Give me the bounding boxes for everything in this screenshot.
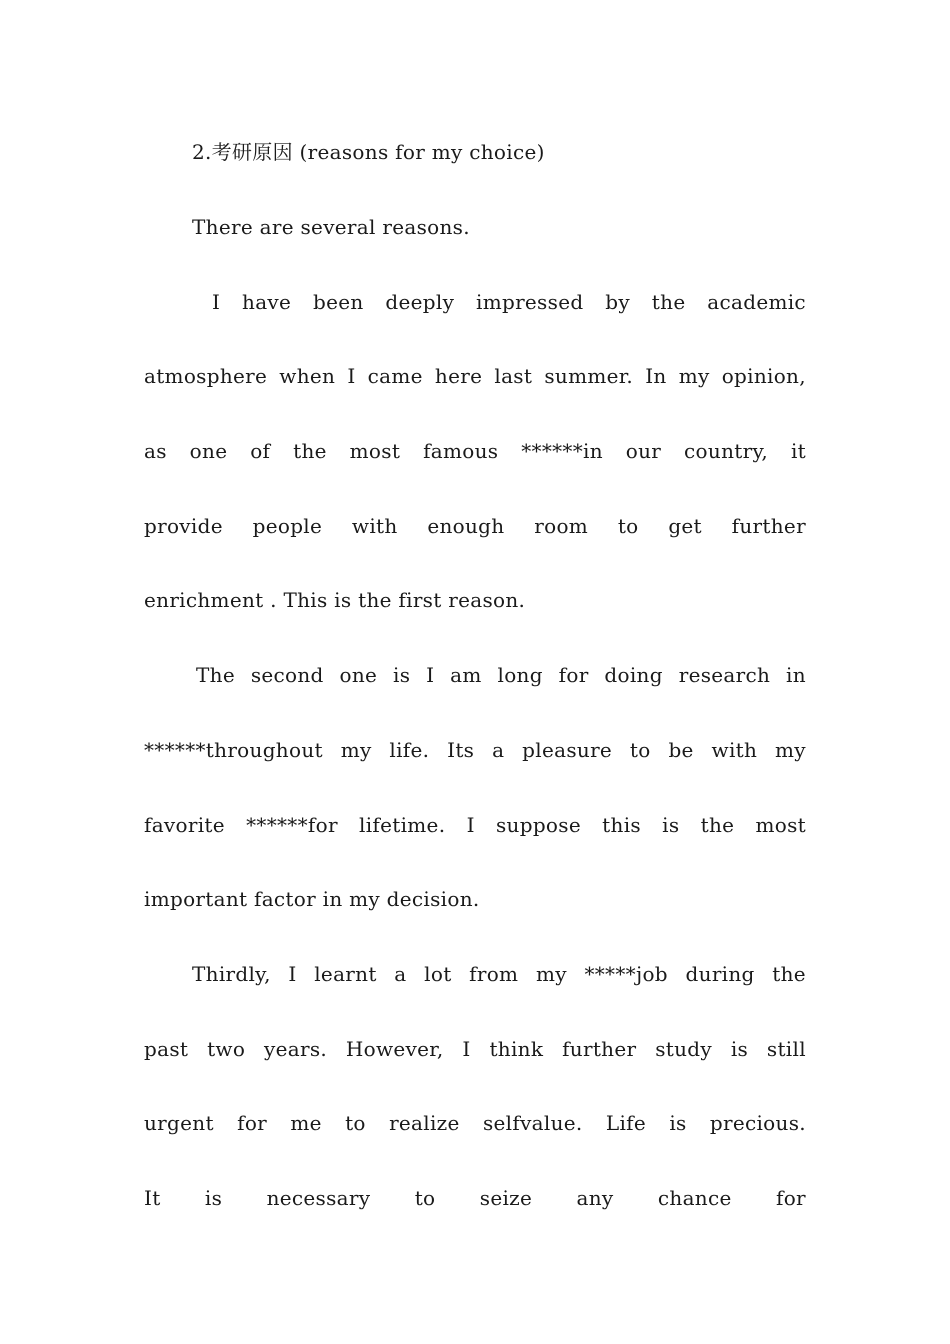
word: chance xyxy=(657,1186,732,1210)
word: pleasure xyxy=(522,738,613,762)
word: I xyxy=(462,1037,471,1061)
word: Thirdly, xyxy=(192,962,271,986)
word: this xyxy=(602,813,641,837)
word: precious. xyxy=(709,1111,806,1135)
word: research xyxy=(678,663,771,687)
word: of xyxy=(250,439,271,463)
word: the xyxy=(293,439,327,463)
word: I xyxy=(426,663,435,687)
word: country, xyxy=(684,439,769,463)
paragraph-line xyxy=(144,1109,806,1137)
word: enough xyxy=(427,514,505,538)
paragraph-line xyxy=(144,512,806,540)
word: still xyxy=(766,1037,806,1061)
word: people xyxy=(252,514,323,538)
word: However, xyxy=(345,1037,444,1061)
word: the xyxy=(700,813,735,837)
word: academic xyxy=(707,290,806,314)
word: for xyxy=(776,1186,806,1210)
word: it xyxy=(790,439,806,463)
word: our xyxy=(625,439,662,463)
paragraph-line xyxy=(192,960,806,988)
word: selfvalue. xyxy=(482,1111,583,1135)
word: ******in xyxy=(521,439,603,463)
word: suppose xyxy=(495,813,581,837)
paragraph-line xyxy=(212,288,806,316)
word: last xyxy=(494,364,533,388)
word: a xyxy=(394,962,407,986)
word: lot xyxy=(424,962,452,986)
word: doing xyxy=(604,663,663,687)
paragraph-line xyxy=(196,661,806,689)
word: to xyxy=(414,1186,436,1210)
word: think xyxy=(489,1037,544,1061)
word: deeply xyxy=(385,290,455,314)
word: most xyxy=(755,813,806,837)
section-heading: 2.考研原因 (reasons for my choice) xyxy=(192,140,545,164)
word: one xyxy=(339,663,378,687)
word: to xyxy=(345,1111,366,1135)
word: In xyxy=(645,364,667,388)
word: past xyxy=(144,1037,189,1061)
word: lifetime. xyxy=(359,813,446,837)
paragraph-line xyxy=(144,437,806,465)
word: ******throughout xyxy=(144,738,323,762)
word: is xyxy=(669,1111,687,1135)
paragraph-line xyxy=(144,736,806,764)
word: two xyxy=(207,1037,246,1061)
word: ******for xyxy=(246,813,338,837)
word: as xyxy=(144,439,167,463)
word: with xyxy=(711,738,758,762)
word: when xyxy=(279,364,336,388)
word: further xyxy=(731,514,806,538)
word: favorite xyxy=(144,813,225,837)
word: most xyxy=(349,439,401,463)
word: to xyxy=(629,738,651,762)
word: the xyxy=(651,290,686,314)
word: famous xyxy=(423,439,499,463)
word: for xyxy=(237,1111,268,1135)
word: It xyxy=(144,1186,161,1210)
word: *****job xyxy=(584,962,668,986)
word: to xyxy=(617,514,639,538)
word: urgent xyxy=(144,1111,214,1135)
word: Its xyxy=(447,738,475,762)
paragraph-line xyxy=(144,362,806,390)
word: realize xyxy=(389,1111,460,1135)
word: further xyxy=(562,1037,637,1061)
word: here xyxy=(434,364,483,388)
paragraph-line: There are several reasons. xyxy=(192,215,470,239)
word: Life xyxy=(605,1111,646,1135)
word: have xyxy=(242,290,292,314)
word: summer. xyxy=(544,364,634,388)
word: my xyxy=(535,962,567,986)
word: my xyxy=(775,738,806,762)
word: provide xyxy=(144,514,223,538)
word: opinion, xyxy=(721,364,806,388)
word: The xyxy=(196,663,235,687)
word: is xyxy=(730,1037,749,1061)
word: the xyxy=(772,962,806,986)
word: my xyxy=(340,738,372,762)
paragraph-line xyxy=(144,1184,806,1212)
word: life. xyxy=(389,738,430,762)
word: I xyxy=(288,962,297,986)
word: by xyxy=(605,290,630,314)
word: I xyxy=(347,364,356,388)
word: any xyxy=(576,1186,614,1210)
word: me xyxy=(290,1111,322,1135)
word: is xyxy=(662,813,680,837)
word: I xyxy=(212,290,221,314)
word: am xyxy=(450,663,482,687)
word: been xyxy=(313,290,364,314)
word: long xyxy=(497,663,543,687)
word: is xyxy=(393,663,411,687)
paragraph-line xyxy=(144,1035,806,1063)
word: years. xyxy=(264,1037,328,1061)
word: a xyxy=(492,738,505,762)
word: came xyxy=(367,364,423,388)
word: one xyxy=(189,439,228,463)
word: impressed xyxy=(476,290,584,314)
word: room xyxy=(534,514,589,538)
word: during xyxy=(685,962,755,986)
word: get xyxy=(668,514,702,538)
paragraph-line: enrichment . This is the first reason. xyxy=(144,588,526,612)
word: from xyxy=(469,962,519,986)
word: with xyxy=(351,514,398,538)
word: is xyxy=(204,1186,223,1210)
word: study xyxy=(655,1037,712,1061)
word: seize xyxy=(479,1186,533,1210)
word: atmosphere xyxy=(144,364,268,388)
word: in xyxy=(786,663,806,687)
word: second xyxy=(250,663,324,687)
word: necessary xyxy=(266,1186,371,1210)
word: be xyxy=(668,738,694,762)
paragraph-line: important factor in my decision. xyxy=(144,887,480,911)
word: for xyxy=(558,663,589,687)
word: I xyxy=(466,813,475,837)
paragraph-line xyxy=(144,811,806,839)
word: my xyxy=(678,364,710,388)
word: learnt xyxy=(314,962,377,986)
